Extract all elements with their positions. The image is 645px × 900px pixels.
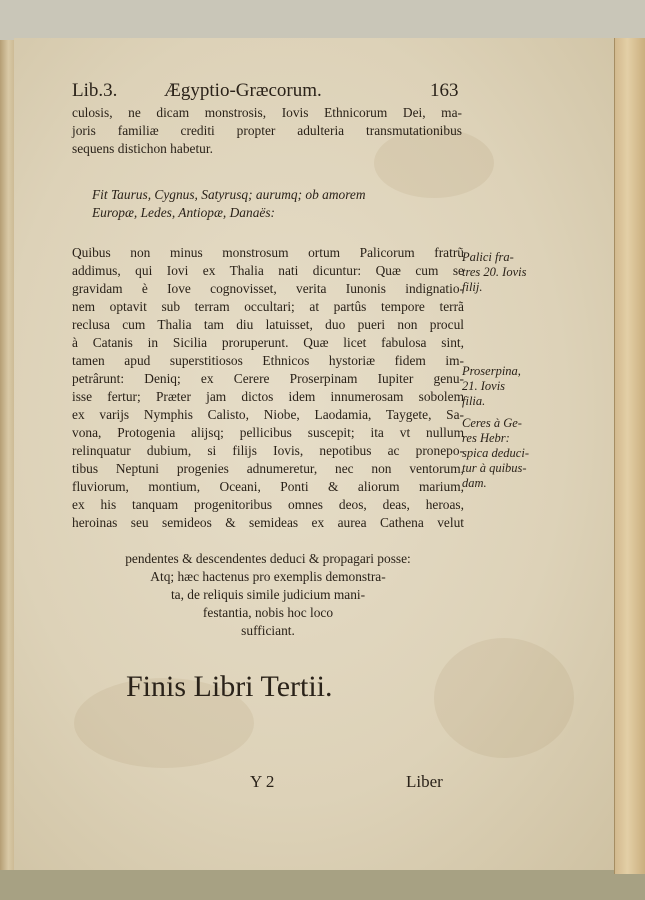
intro-paragraph [72, 104, 462, 158]
text-line: ta, de reliquis simile judicium mani- [170, 587, 366, 602]
text-line: vona, Protogenia alijsq; pellicibus suscepit; ita vt nullum [72, 425, 464, 440]
marginal-line: Ceres à Ge- [462, 416, 522, 430]
text-line: gravidam è Iove cognovisset, verita Iunonis indignatio- [72, 281, 464, 296]
verse-line: Fit Taurus, Cygnus, Satyrusq; aurumq; ob amorem [92, 187, 366, 202]
scan-background-bottom [0, 868, 645, 900]
text-line: sufficiant. [241, 623, 295, 638]
marginal-line: spica deduci- [462, 446, 529, 460]
marginal-note-proserpina [462, 364, 552, 409]
catchword: Liber [406, 772, 443, 791]
header-title: Ægyptio-Græcorum. [164, 80, 322, 101]
text-line: culosis, ne dicam monstrosis, Iovis Ethnicorum Dei, ma- [72, 105, 462, 120]
signature-mark: Y 2 [250, 772, 275, 791]
text-line: Quibus non minus monstrosum ortum Palicorum fratrũ [72, 245, 464, 260]
header-book-number: Lib.3. [72, 80, 118, 101]
text-line: petrârunt: Deniq; ex Cerere Proserpinam Iupiter genu- [72, 371, 464, 386]
closing-paragraph [72, 550, 464, 640]
scan-background-top [0, 0, 645, 40]
text-line: tamen apud superstitiosos Ethnicos hystoriæ fidem im- [72, 353, 464, 368]
text-line: sequens distichon habetur. [72, 141, 213, 156]
text-line: fluviorum, montium, Oceani, Ponti & aliorum marium, [72, 479, 464, 494]
text-line: à Catanis in Sicilia proruperunt. Quæ licet fabulosa sint, [72, 335, 464, 350]
left-page-edge [0, 40, 15, 870]
finis-heading: Finis Libri Tertii. [126, 670, 333, 703]
text-line: pendentes & descendentes deduci & propagari posse: [125, 551, 411, 566]
page-number: 163 [430, 80, 459, 101]
marginal-note-ceres [462, 416, 552, 491]
text-line: Atq; hæc hactenus pro exemplis demonstra- [150, 569, 386, 584]
text-line: reclusa cum Thalia tam diu latuisset, duo pueri non procul [72, 317, 464, 332]
text-line: relinquatur dubium, si filijs Iovis, nepotibus ac pronepo- [72, 443, 464, 458]
text-line: festantia, nobis hoc loco [202, 605, 334, 620]
book-page [14, 38, 614, 870]
verse-line: Europæ, Ledes, Antiopæ, Danaës: [92, 205, 276, 220]
text-line: ex his tanquam progenitoribus omnes deos, deas, heroas, [72, 497, 464, 512]
marginal-line: dam. [462, 476, 487, 490]
text-line: addimus, qui Iovi ex Thalia nati dicuntur: Quæ cum se [72, 263, 464, 278]
marginal-line: filia. [462, 394, 486, 408]
marginal-line: Palici fra- [462, 250, 514, 264]
marginal-line: filij. [462, 280, 483, 294]
main-paragraph [72, 244, 464, 532]
marginal-line: Proserpina, [462, 364, 521, 378]
right-page-edges [614, 38, 645, 874]
text-line: nem optavit sub terram occultari; at partûs tempore terrã [72, 299, 464, 314]
marginal-line: tres 20. Iovis [462, 265, 527, 279]
text-line: tibus Neptuni progenies adnumeretur, nec non ventorum, [72, 461, 464, 476]
text-line: ex varijs Nymphis Calisto, Niobe, Laodamia, Taygete, Sa- [72, 407, 464, 422]
paper-stain [434, 638, 574, 758]
text-line: heroinas seu semideos & semideas ex aurea Cathena velut [72, 515, 464, 530]
verse-distich [92, 186, 462, 222]
marginal-line: res Hebr: [462, 431, 510, 445]
marginal-note-palici [462, 250, 552, 295]
text-line: joris familiæ crediti propter adulteria transmutationibus [72, 123, 462, 138]
text-line: isse fertur; Præter jam dictos idem innumerosam sobolem [72, 389, 464, 404]
marginal-line: tur à quibus- [462, 461, 527, 475]
marginal-line: 21. Iovis [462, 379, 506, 393]
